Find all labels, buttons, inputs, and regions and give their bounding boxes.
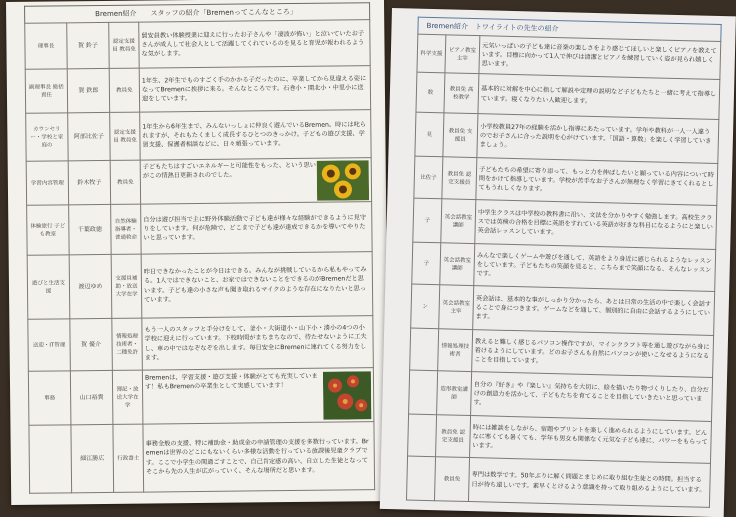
qualification-cell: 教員免 認定支援員 (442, 157, 477, 200)
table-row (28, 316, 374, 372)
qualification-cell: 教員免 高校教学 (444, 73, 479, 114)
table-row (26, 158, 371, 206)
table-row (414, 156, 718, 205)
sunflower-photo (317, 160, 369, 201)
name-cell: 細江勝広 (71, 424, 114, 492)
red-flower-image (323, 371, 372, 420)
qualification-cell: 英会話教室主宰 (439, 285, 474, 330)
sheet-title: Bremen紹介 スタッフの紹介「Bremenってこんなところ」 (24, 2, 370, 23)
qualification-cell: 認定支援員 教員免 (110, 112, 141, 160)
role-cell (409, 370, 438, 415)
qualification-cell: 教員免 認定支援員 (436, 415, 471, 458)
role-cell: 遊びと生活支援 (27, 255, 70, 319)
role-cell: 副理事長 総括責任 (25, 69, 67, 113)
qualification-cell: 自然体験指導者・普通救命 (111, 204, 142, 254)
qualification-cell: 認定支援員 教員免 (109, 22, 139, 68)
staff-intro-sheet (6, 0, 389, 505)
table-row (29, 422, 375, 494)
message-cell: 教えると難しく感じるパソコン操作ですが、マインクラフト等を通し遊びながら身に着けるようにしています。どのお子さんも自然にパソコンが使いこなせるようになることを目指しています。 (472, 330, 714, 378)
qualification-cell: 英会話教室講師 (440, 243, 475, 286)
message-cell: 昨日できなかったことが今日はできる。みんなが挑戦しているから私もやってみる。1人ではできないこと、お家ではできないことをできるのがBremenだと思います。子ども達の小さな声も聞き取れるマイクのような存在になりたいと思っています。 (141, 252, 373, 318)
message-cell (140, 158, 371, 204)
role-cell: 体験旅行 子ども教室 (27, 205, 70, 255)
table-row (28, 368, 374, 426)
qualification-cell: ピアノ教室主宰 (445, 35, 480, 74)
table-row (411, 284, 715, 335)
message-cell: もう一人のスタッフと手分けをして、釜小・大街道小・山下小・湊小の4つの小学校に迎えに行っています。下校時間がまちまちなので、待たせないように工夫し、車の中ではなぞなぞを出します。毎日安全にBremenに連れてくる努力をします。 (142, 316, 374, 370)
teacher-intro-sheet (380, 8, 736, 517)
role-cell: 事務 (28, 371, 71, 425)
role-cell (408, 414, 437, 457)
qualification-cell: 情報処理技術者・二種免許 (112, 318, 143, 370)
role-cell: 送迎・IT管理 (28, 319, 71, 371)
role-cell: ン (411, 284, 440, 329)
qualification-cell: 英会話教室講師 (441, 199, 476, 244)
table-row (25, 66, 370, 114)
name-cell: 賀 優介 (70, 318, 113, 370)
table-row (27, 252, 373, 320)
message-cell: 中学生クラスは中学校の教科書に沿い、文法を分かりやすく勉強します。高校生クラスでは英検の合格を目標に英語をすれている英語が好きな科目になるようにと楽しい英会話レッスンしています。 (475, 200, 717, 250)
role-cell: 理事長 (25, 23, 67, 69)
name-cell: 阿部比佐子 (68, 112, 111, 160)
staff-table (24, 19, 375, 494)
qualification-cell: 教員免 (110, 160, 140, 204)
table-row (410, 328, 714, 377)
name-cell: 千葉政徳 (69, 204, 112, 254)
message-cell: 時には雑談をしながら、宿題やプリントを楽しく進められるようにしています。どんなに寒くても暑くても、学年も男女も関係なく元気な子ども達に、パワーをもらっています。 (470, 416, 712, 464)
qualification-cell: 教員免 (434, 457, 469, 502)
role-cell (406, 456, 435, 501)
role-cell: 比佐子 (414, 156, 443, 199)
table-row (412, 242, 716, 291)
qualification-cell: 支援員補助・放送大学在学 (111, 254, 142, 318)
message-cell: 子どもたちの希望に寄り添って、もっと力を伸ばしたいと願っている内容について時間をかけて指導しています。学校が苦手なお子さんが無理なく学習にきてくれるとしてもうれしくなります。 (476, 158, 718, 206)
qualification-cell: 造形教室講師 (437, 371, 472, 416)
sheet-title: Bremen紹介 トワイライトの先生の紹介 (417, 17, 721, 41)
role-cell: 子 (413, 198, 442, 243)
message-cell: 基本的に対解を中心に指して解説や定理の説明など子どもたちと一緒に考えて指導しています。寝くなりたい人歓迎します。 (478, 74, 720, 120)
qualification-cell: 行政書士 (113, 424, 144, 492)
message-cell: 貿安員教い体験授業に迎えに行ったお子さんや「凄波が怖い」と泣いていたお子さんが成人して社会人として活躍してくれているのを見ると育児が報われるような気がします。 (139, 20, 370, 68)
message-cell: 専門は数学です。50年ぶりに解く問題とまじめに取り組む生徒との時間。担当する日が待ち遠しいです。素早くとけるよう意識を持って取り組めるようにしています。 (468, 458, 710, 508)
teacher-table (406, 34, 721, 508)
red-flower-photo (323, 371, 372, 420)
message-text: Bremenは、学習支援・遊び支援・体験がとても充実しています！私もBremenの卒業生として実感しています！ (144, 372, 318, 391)
role-cell (29, 425, 72, 493)
message-cell: 元気いっぱいの子ども達に音楽の楽しさをより感じてほしいと楽しくピアノを教えています。目標に向かって1人で伸びは清潔とピアノを練習していく姿が見られ嬉しく思います。 (479, 36, 721, 80)
message-cell: 自分は遊び担当で主に野外体験活動で子ども達が様々な経験ができるように見守りをしています。何が危険で、どこまで子ども達が達成できるかを導いてやりたいと思っています。 (141, 202, 373, 254)
table-row (415, 112, 719, 163)
table-row (408, 414, 712, 463)
role-cell: 学習内容管理 (26, 161, 68, 205)
sunflower-image (317, 160, 369, 201)
message-cell: 英会話は、基本的な事がしっかり分かったら、あとは日常の生活の中で楽しく会話することで身につきます。ゲームなどを通して、個別的に自由に会話するようにしています。 (473, 286, 715, 336)
table-row (26, 110, 371, 162)
name-cell: 賀 鈴子 (67, 22, 109, 68)
role-cell: 見 (415, 112, 444, 157)
message-cell: 1年生、2年生でものすごく手のかかる子だったのに、卒業してから見違える姿になってBremenに挨拶に来る。そんなところです。石巻小・開北小・中里小に送迎をしています。 (139, 66, 370, 112)
role-cell: 子 (412, 242, 441, 285)
message-cell: 1年生から6年生まで、みんないっしょに仲良く遊んでいるBremen。時には叱られますが、それもたくましく成長するひとつのきっかけ。子どもの遊び支援、学習支援、保護者相談などに、日々頑張っています。 (140, 110, 371, 160)
table-row (409, 370, 713, 421)
message-cell: みんなで楽しくゲームや遊びを通して、英語をより身近に感じられるようなレッスンをしています。子どもたちの笑顔を見ると、こちらまで笑顔になる、そんなレッスンです。 (474, 244, 716, 292)
qualification-cell: 教員免 支援員 (443, 113, 478, 158)
role-cell: カウンセリー・学校と家庭の (26, 113, 69, 161)
table-row (406, 456, 710, 507)
name-cell: 賀 鉄郎 (67, 68, 109, 112)
table-row (413, 198, 717, 249)
role-cell: 数 (416, 72, 445, 113)
name-cell: 山口裕貴 (70, 370, 113, 424)
message-text: 子どもたちはすごいエネルギーと可能性をもった、という思いがこの情熱日更新されのでした。 (142, 161, 317, 180)
message-cell: 小学校教員27年の経験を活かし指導にあたっています。学年や教科が一人一人違うのでお子さんに合った説明を心がけています。「国語・算数」を楽しく学習していきましょう。 (477, 114, 719, 164)
name-cell: 渡辺ゆめ (69, 254, 112, 318)
table-row (27, 202, 373, 256)
qualification-cell: 情報処理技術者 (438, 329, 473, 372)
table-row (25, 20, 370, 70)
role-cell: 科学支援 (417, 34, 446, 73)
qualification-cell: 教員免 (109, 68, 139, 112)
message-cell: 自分の『好き』や『楽しい』気持ちを大切に、絵を描いたり物づくりしたり、自分だけの創造力を活かして、子どもたちを育てることを目指していきたいと思っています。 (471, 372, 713, 422)
qualification-cell: 簿記・放送大学在学 (112, 370, 143, 424)
message-cell (142, 368, 374, 424)
role-cell (410, 328, 439, 371)
name-cell: 鈴木牧子 (68, 160, 110, 204)
message-cell: 事務全般の支援、特に補助金・助成金の申請管理の支援を多数行っています。Bremenは世界のどこにもないくらい多様な活動を行っている放課後児童クラブです。ここで小学生の関過ごすことで、自己肯定感の高い、自立した生徒となってそこから先の人生が広がっていく、そんな場所だと思います。 (143, 422, 375, 492)
